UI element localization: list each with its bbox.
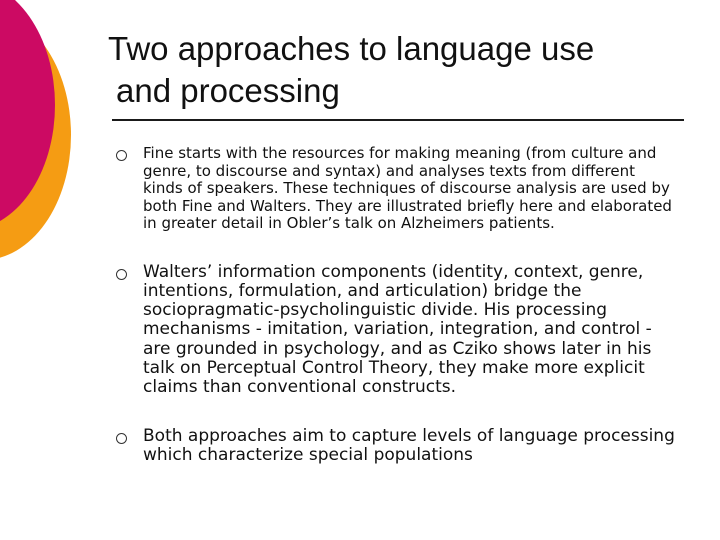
title-line-1: Two approaches to language use bbox=[108, 30, 595, 67]
bullet-list bbox=[116, 145, 676, 465]
title-divider bbox=[112, 119, 684, 121]
bullet-circle-icon bbox=[116, 150, 127, 161]
bullet-text: Both approaches aim to capture levels of language processing which characterize special populations bbox=[143, 425, 675, 465]
bullet-item bbox=[116, 145, 676, 233]
bullet-item bbox=[116, 427, 676, 466]
bullet-circle-icon bbox=[116, 433, 127, 444]
bullet-text: Fine starts with the resources for making meaning (from culture and genre, to discourse and syntax) and analyses texts from different kinds of speakers. These techniques of discourse analysis are used by both Fine and Walters. They are illustrated briefly here and elaborated in greater detail in Obler’s talk on Alzheimers patients. bbox=[143, 144, 672, 232]
bullet-text: Walters’ information components (identity, context, genre, intentions, formulation, and articulation) bridge the sociopragmatic-psycholinguistic divide. His processing mechanisms - imitation, variation, integration, and control - are grounded in psychology, and as Cziko shows later in his talk on Perceptual Control Theory, they make more explicit claims than conventional constructs. bbox=[143, 261, 652, 398]
bullet-circle-icon bbox=[116, 269, 127, 280]
title-line-2: and processing bbox=[116, 72, 340, 109]
slide-title bbox=[108, 28, 688, 112]
bullet-item bbox=[116, 263, 676, 398]
